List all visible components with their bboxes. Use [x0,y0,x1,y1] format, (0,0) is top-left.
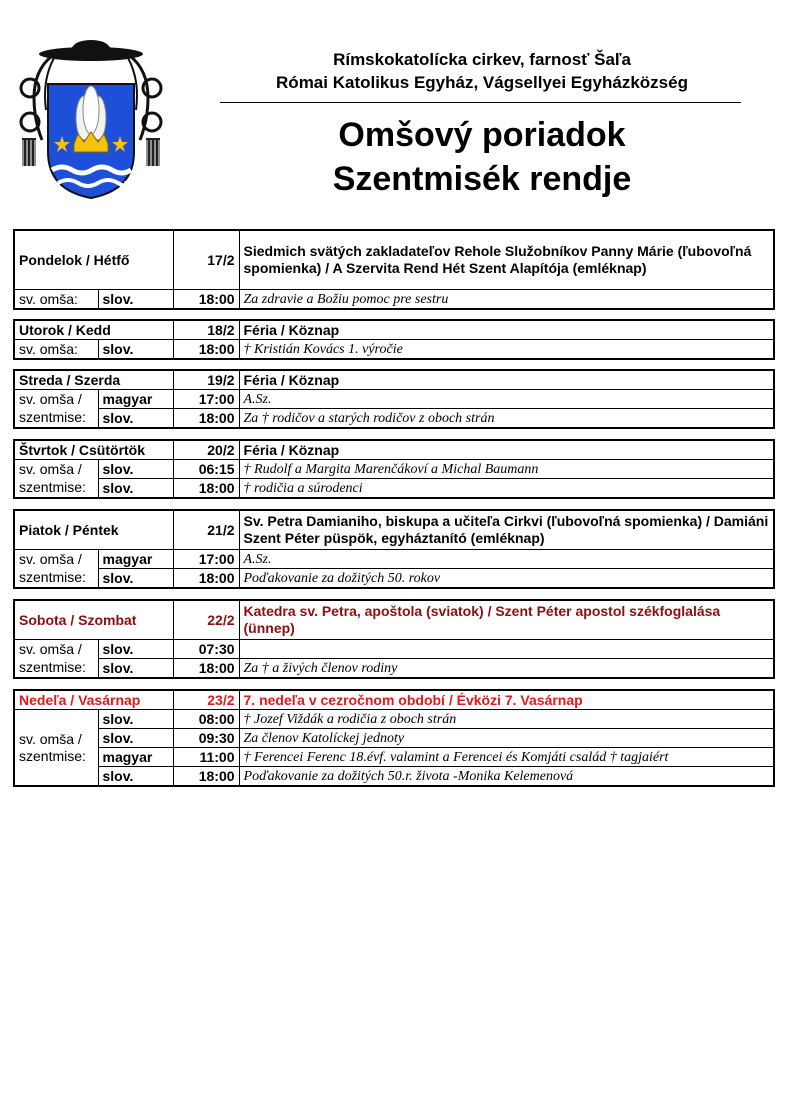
mass-intention: † Kristián Kovács 1. výročie [239,340,774,360]
day-name: Sobota / Szombat [14,600,173,640]
mass-time: 09:30 [173,729,239,748]
feast-name: Katedra sv. Petra, apoštola (sviatok) / Szent Péter apostol székfoglalása (ünnep) [239,600,774,640]
day-name: Nedeľa / Vasárnap [14,690,173,710]
day-name: Streda / Szerda [14,370,173,390]
day-name: Pondelok / Hétfő [14,230,173,290]
mass-label: sv. omša / [14,550,98,569]
day-date: 17/2 [173,230,239,290]
day-date: 20/2 [173,440,239,460]
org-name-hungarian: Római Katolikus Egyház, Vágsellyei Egyházközség [276,73,688,92]
day-date: 23/2 [173,690,239,710]
day-name: Piatok / Péntek [14,510,173,550]
mass-time: 17:00 [173,390,239,409]
feast-name: Féria / Köznap [239,440,774,460]
mass-label: sv. omša: [14,290,98,310]
mass-time: 18:00 [173,569,239,589]
mass-language: slov. [98,569,173,589]
coat-of-arms-logo [12,40,170,200]
mass-language: magyar [98,550,173,569]
mass-intention: Za † a živých členov rodiny [239,659,774,679]
mass-time: 11:00 [173,748,239,767]
mass-intention: † Ferencei Ferenc 18.évf. valamint a Ferencei és Komjáti család † tagjaiért [239,748,774,767]
mass-language: slov. [98,710,173,729]
mass-intention: A.Sz. [239,550,774,569]
mass-intention: † rodičia a súrodenci [239,479,774,499]
day-date: 21/2 [173,510,239,550]
mass-time: 18:00 [173,409,239,429]
mass-time: 08:00 [173,710,239,729]
mass-time: 18:00 [173,767,239,787]
mass-label [14,710,98,787]
mass-language: slov. [98,290,173,310]
mass-intention [239,640,774,659]
feast-name: 7. nedeľa v cezročnom období / Évközi 7. Vasárnap [239,690,774,710]
mass-label: szentmise: [14,479,98,499]
mass-label: sv. omša / [14,640,98,659]
mass-time: 18:00 [173,659,239,679]
mass-label: sv. omša / [14,390,98,409]
mass-time: 06:15 [173,460,239,479]
mass-row [14,729,774,748]
mass-intention: Poďakovanie za dožitých 50.r. života -Monika Kelemenová [239,767,774,787]
mass-label-line1: sv. omša / [19,730,82,747]
day-block-sunday [13,689,775,787]
day-name: Štvrtok / Csütörtök [14,440,173,460]
mass-row [14,710,774,729]
day-block-tuesday [13,319,775,360]
feast-name: Sv. Petra Damianiho, biskupa a učiteľa Cirkvi (ľubovoľná spomienka) / Damiáni Szent Péter püspök, egyháztanító (emléknap) [239,510,774,550]
mass-intention: Za zdravie a Božiu pomoc pre sestru [239,290,774,310]
mass-time: 17:00 [173,550,239,569]
mass-row [14,748,774,767]
mass-row [14,767,774,787]
mass-intention: † Rudolf a Margita Marenčákoví a Michal Baumann [239,460,774,479]
day-name: Utorok / Kedd [14,320,173,340]
mass-intention: Za členov Katolíckej jednoty [239,729,774,748]
mass-time: 18:00 [173,290,239,310]
day-date: 18/2 [173,320,239,340]
mass-time: 07:30 [173,640,239,659]
mass-label: sv. omša / [14,460,98,479]
page-title-slovak: Omšový poriadok [338,116,626,154]
mass-label: sv. omša: [14,340,98,360]
mass-row [14,640,774,659]
mass-label: szentmise: [14,569,98,589]
mass-row [14,659,774,679]
mass-language: magyar [98,390,173,409]
mass-label: szentmise: [14,659,98,679]
header-divider [220,102,741,103]
feast-name: Féria / Köznap [239,370,774,390]
mass-language: magyar [98,748,173,767]
mass-language: slov. [98,479,173,499]
day-block-friday [13,509,775,589]
mass-row [14,569,774,589]
feast-name: Siedmich svätých zakladateľov Rehole Služobníkov Panny Márie (ľubovoľná spomienka) / A Szervita Rend Hét Szent Alapítója (emléknap) [239,230,774,290]
mass-row [14,390,774,409]
page-title-hungarian: Szentmisék rendje [332,160,632,198]
mass-row [14,290,774,310]
feast-name: Féria / Köznap [239,320,774,340]
mass-label-line2: szentmise: [19,747,86,764]
mass-intention: Poďakovanie za dožitých 50. rokov [239,569,774,589]
mass-row [14,409,774,429]
org-name-slovak: Rímskokatolícka cirkev, farnosť Šaľa [333,50,631,69]
day-date: 22/2 [173,600,239,640]
mass-intention: † Jozef Viždák a rodičia z oboch strán [239,710,774,729]
day-date: 19/2 [173,370,239,390]
mass-language: slov. [98,460,173,479]
mass-row [14,460,774,479]
day-block-monday [13,229,775,310]
mass-language: slov. [98,729,173,748]
day-block-thursday [13,439,775,499]
mass-intention: A.Sz. [239,390,774,409]
mass-row [14,479,774,499]
day-block-saturday [13,599,775,679]
mass-language: slov. [98,409,173,429]
mass-row [14,340,774,360]
mass-time: 18:00 [173,479,239,499]
mass-intention: Za † rodičov a starých rodičov z oboch strán [239,409,774,429]
day-block-wednesday [13,369,775,429]
mass-language: slov. [98,340,173,360]
mass-language: slov. [98,659,173,679]
mass-language: slov. [98,767,173,787]
mass-label: szentmise: [14,409,98,429]
mass-language: slov. [98,640,173,659]
mass-row [14,550,774,569]
mass-time: 18:00 [173,340,239,360]
